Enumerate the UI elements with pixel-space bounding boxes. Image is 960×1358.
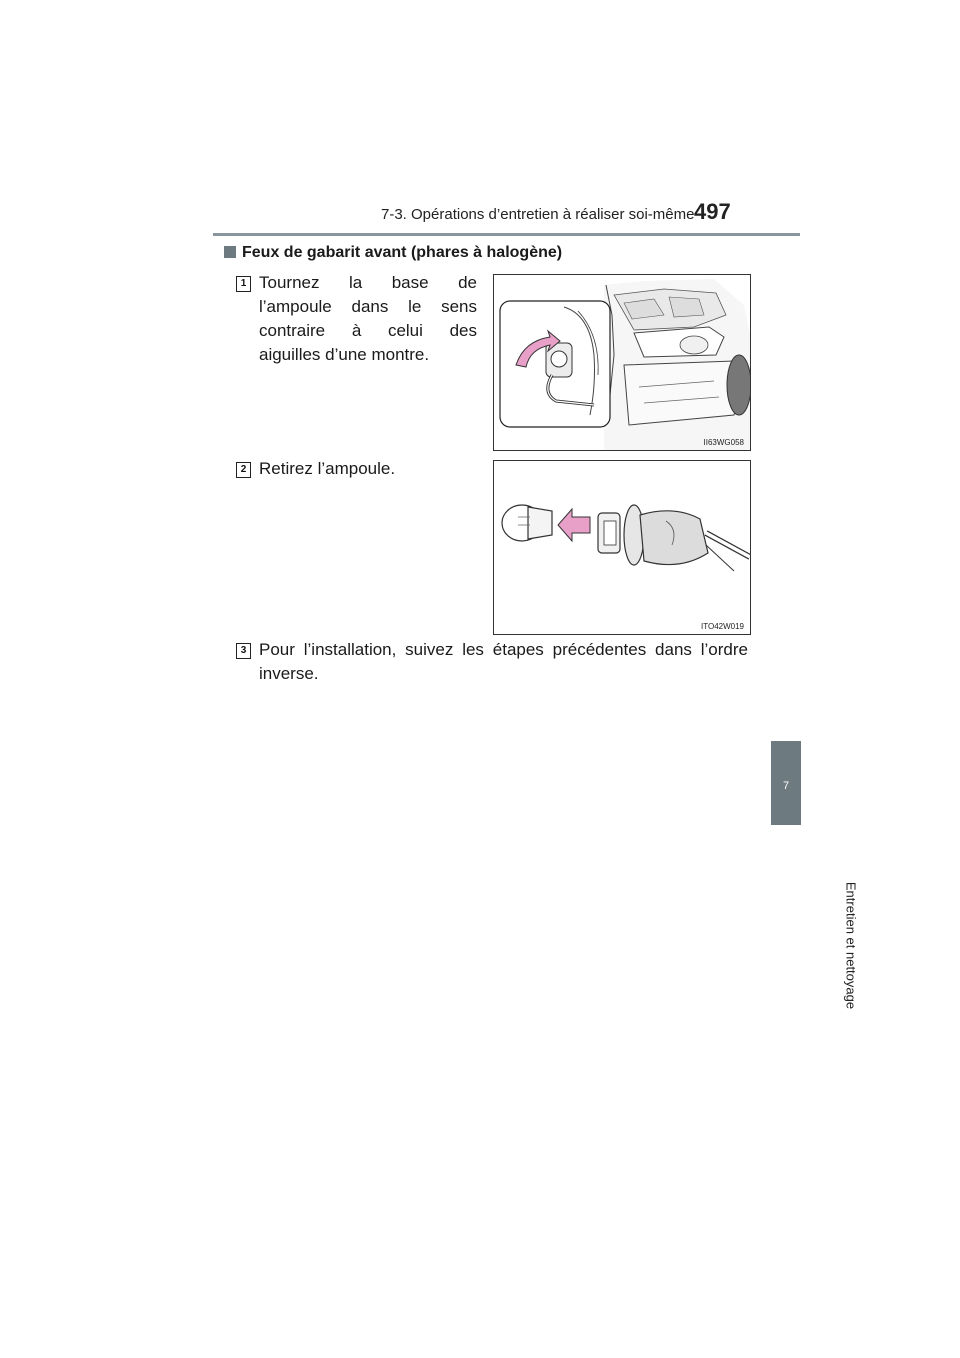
step-2-text: Retirez l’ampoule.	[259, 459, 396, 478]
chapter-label: Entretien et nettoyage	[843, 881, 859, 1010]
section-title-text: Feux de gabarit avant (phares à halogène)	[242, 244, 563, 261]
figure-2-code: ITO42W019	[701, 622, 744, 631]
step-1-text: Tournez la base de l’ampoule dans le sens contraire à celui des aiguilles d’une montre.	[259, 273, 477, 364]
step-3-number: 3	[236, 643, 251, 659]
bulb-illustration	[494, 461, 750, 634]
step-3-text: Pour l’installation, suivez les étapes précédentes dans l’ordre inverse.	[259, 640, 748, 683]
figure-1-code: II63WG058	[703, 438, 744, 447]
figure-bulb-removal	[493, 460, 751, 635]
page-number: 497	[694, 199, 731, 224]
figure-bulb-base-rotation	[493, 274, 751, 451]
headlight-illustration	[494, 275, 750, 450]
removal-arrow	[558, 509, 590, 541]
running-header-section: 7-3. Opérations d’entretien à réaliser soi-même	[381, 206, 695, 223]
section-title	[224, 244, 562, 262]
header-divider	[213, 233, 800, 236]
step-2-number: 2	[236, 462, 251, 478]
section-square-icon	[224, 246, 236, 258]
step-1-number: 1	[236, 276, 251, 292]
chapter-number: 7	[782, 780, 790, 792]
